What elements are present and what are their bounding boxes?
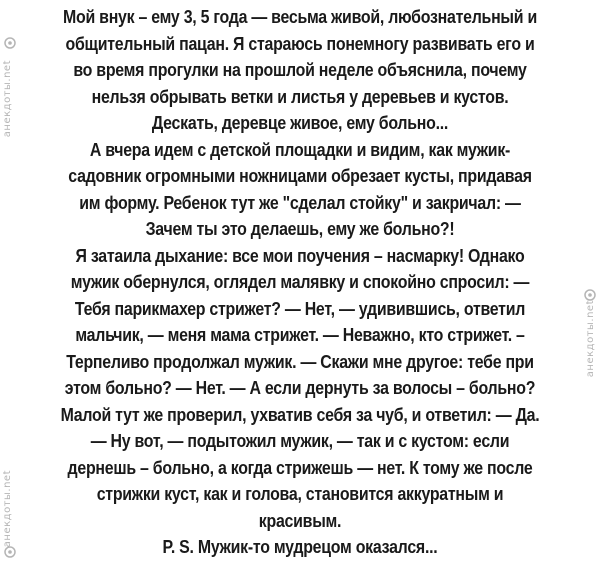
- anecdote-text: [45, 4, 554, 561]
- text-line: Терпеливо продолжал мужик. — Скажи мне другое: тебе при: [66, 350, 534, 372]
- text-line: Малой тут же проверил, ухватив себя за чуб, и ответил: — Да.: [60, 403, 540, 425]
- watermark-text: анекдоты.net: [585, 300, 596, 378]
- watermark-text: анекдоты.net: [2, 60, 13, 138]
- text-line: мальчик, — меня мама стрижет. — Неважно, кто стрижет. –: [75, 324, 525, 345]
- text-line: P. S. Мужик-то мудрецом оказался...: [162, 536, 438, 557]
- text-line: Тебя парикмахер стрижет? — Нет, — удивившись, ответил: [74, 297, 526, 319]
- text-line: стрижки куст, как и голова, становится аккуратным и: [96, 483, 504, 504]
- text-line: во время прогулки на прошлой неделе объяснила, почему: [73, 59, 527, 80]
- text-line: им форму. Ребенок тут же "сделал стойку" и закричал: —: [79, 191, 521, 213]
- text-line: садовник огромными ножницами обрезает кусты, придавая: [68, 165, 532, 186]
- text-line: — Ну вот, — подытожил мужик, — так и с кустом: если: [90, 430, 510, 451]
- text-line: А вчера идем с детской площадки и видим, как мужик-: [89, 138, 511, 160]
- text-line: Зачем ты это делаешь, ему же больно?!: [145, 218, 455, 239]
- text-line: этом больно? — Нет. — А если дернуть за волосы – больно?: [64, 377, 536, 398]
- text-line: нельзя обрывать ветки и листья у деревьев и кустов.: [91, 85, 509, 107]
- text-line: красивым.: [258, 509, 342, 531]
- text-line: мужик обернулся, оглядел малявку и спокойно спросил: —: [70, 271, 530, 292]
- text-line: Дескать, деревце живое, ему больно...: [151, 112, 449, 133]
- watermark-text: анекдоты.net: [2, 470, 13, 548]
- text-line: дернешь – больно, а когда стрижешь — нет. К тому же после: [67, 456, 533, 478]
- text-line: Мой внук – ему 3, 5 года — весьма живой, любознательный и: [63, 6, 537, 27]
- text-line: общительный пацан. Я стараюсь понемногу развивать его и: [65, 32, 535, 54]
- watermark-logo-icon: [3, 36, 17, 50]
- text-line: Я затаила дыхание: все мои поучения – насмарку! Однако: [75, 244, 525, 266]
